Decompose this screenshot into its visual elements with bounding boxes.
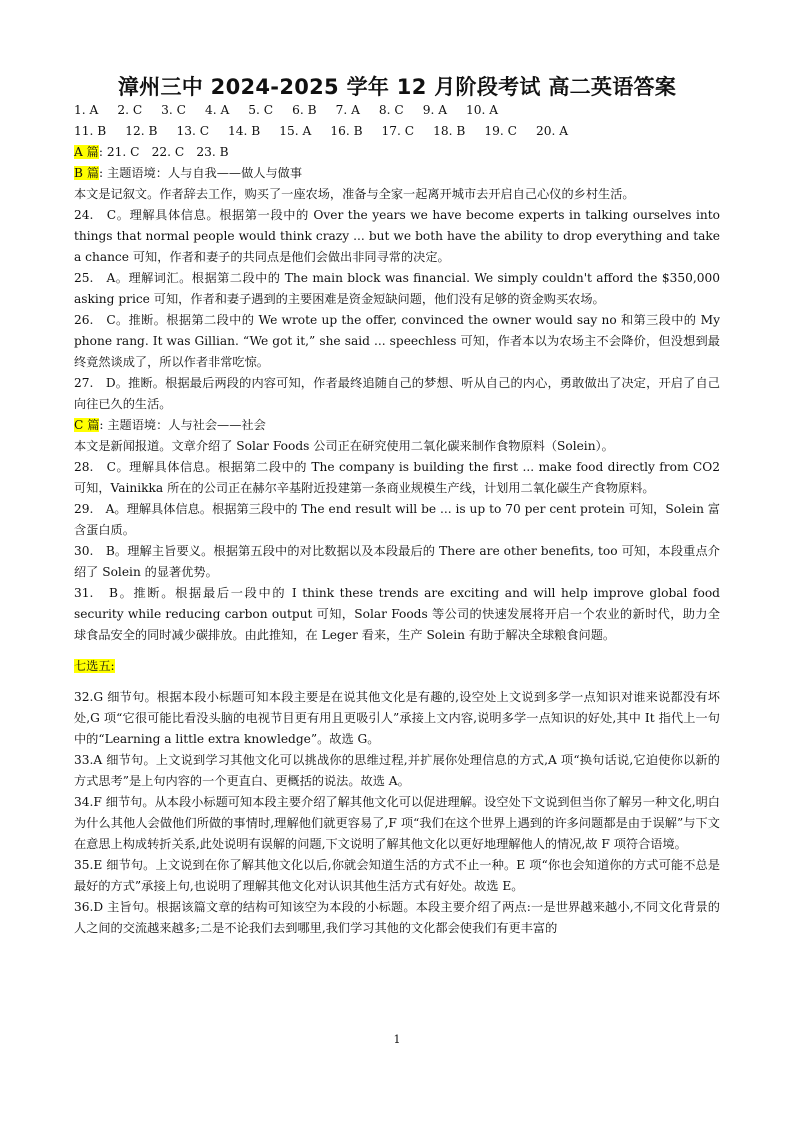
explanation-item: 25. A。理解词汇。根据第二段中的 The main block was financial. We simply couldn't afford the $350,000 asking price 可知，作者和妻子遇到的主要困难是资金短缺问题，他们没有足够的资金购买农场。 [74,271,720,306]
explanation-item: 32.G 细节句。根据本段小标题可知本段主要是在说其他文化是有趣的,设空处上文说到多学一点知识对谁来说都没有坏处,G 项“它很可能比看没头脑的电视节目更有用且更吸引人”承接上文内容,说明多学一点知识的好处,其中 It 指代上一句中的“Learning a little extra knowledge”。故选 G。 [74,690,720,746]
answer-content [74,100,720,939]
page-number: 1 [393,1033,401,1046]
section-b-label: B 篇 [74,166,100,180]
answer-item: 3. C [161,103,186,117]
section-b-theme: : 主题语境：人与自我——做人与做事 [99,166,303,180]
explanation-item: 24. C。理解具体信息。根据第一段中的 Over the years we have become experts in talking ourselves into things that normal people would think crazy ... but we both have the ability to drop everything and take a chance 可知，作者和妻子的共同点是他们会做出非同寻常的决定。 [74,208,720,264]
answer-item: 14. B [228,124,261,138]
answer-item: 11. B [74,124,107,138]
section-c-theme-line [74,415,720,436]
section-b-theme-line [74,163,720,184]
answer-item: 16. B [330,124,363,138]
answer-item: 17. C [381,124,415,138]
section-b-intro: 本文是记叙文。作者辞去工作，购买了一座农场，准备与全家一起离开城市去开启自己心仪的乡村生活。 [74,187,635,201]
answer-item: 10. A [466,103,499,117]
answer-item: 13. C [176,124,210,138]
section-c-theme: : 主题语境：人与社会——社会 [99,418,266,432]
explanation-item: 36.D 主旨句。根据该篇文章的结构可知该空为本段的小标题。本段主要介绍了两点:一是世界越来越小,不同文化背景的人之间的交流越来越多;二是不论我们去到哪里,我们学习其他的文化都会使我们有更丰富的 [74,900,720,935]
explanation-item: 30. B。理解主旨要义。根据第五段中的对比数据以及本段最后的 There are other benefits, too 可知，本段重点介绍了 Solein 的显著优势。 [74,544,720,579]
explanation-item: 34.F 细节句。从本段小标题可知本段主要介绍了解其他文化可以促进理解。设空处下文说到但当你了解另一种文化,明白为什么其他人会做他们所做的事情时,理解他们就更容易了,F 项“我们在这个世界上遇到的许多问题都是由于误解”与下文在意思上构成转折关系,此处说明有误解的问题,下文说明了解其他文化以更好地理解他人的情况,故 F 项符合语境。 [74,795,720,851]
explanation-item: 28. C。理解具体信息。根据第二段中的 The company is building the first ... make food directly from CO2 可知，Vainikka 所在的公司正在赫尔辛基附近投建第一条商业规模生产线，计划用二氧化碳生产食物原料。 [74,460,720,495]
answer-item: 18. B [433,124,466,138]
answer-item: 19. C [484,124,517,138]
answer-item: 2. C [117,103,143,117]
answer-item: 7. A [335,103,360,117]
section-c-label: C 篇 [74,418,100,432]
section-7-label: 七选五: [74,659,115,673]
answer-item: 6. B [292,103,317,117]
answer-item: 5. C [248,103,274,117]
answer-row-1 [74,100,720,121]
answer-row-2 [74,121,720,142]
section-a-label: A 篇 [74,145,99,159]
answer-item: 20. A [535,124,568,138]
explanation-item: 33.A 细节句。上文说到学习其他文化可以挑战你的思维过程,并扩展你处理信息的方式,A 项“换句话说,它迫使你以新的方式思考”是上句内容的一个更直白、更概括的说法。故选 A。 [74,753,720,788]
answer-item: 9. A [422,103,448,117]
explanation-item: 31. B。推断。根据最后一段中的 I think these trends are exciting and will help improve global food security while reducing carbon output 可知，Solar Foods 等公司的快速发展将开启一个农业的新时代，助力全球食品安全的同时减少碳排放。由此推知，在 Leger 看来，生产 Solein 有助于解决全球粮食问题。 [74,586,720,642]
explanation-item: 27. D。推断。根据最后两段的内容可知，作者最终追随自己的梦想、听从自己的内心，勇敢做出了决定，开启了自己向往已久的生活。 [74,376,720,411]
explanation-item: 29. A。理解具体信息。根据第三段中的 The end result will be ... is up to 70 per cent protein 可知，Solein 富含蛋白质。 [74,502,720,537]
section-7-heading-line [74,656,720,677]
answer-item: 12. B [125,124,158,138]
page-title: 漳州三中 2024-2025 学年 12 月阶段考试 高二英语答案 [117,75,677,99]
answer-item: 8. C [378,103,404,117]
answer-item: 1. A [74,103,99,117]
answer-item: 4. A [204,103,230,117]
section-c-intro: 本文是新闻报道。文章介绍了 Solar Foods 公司正在研究使用二氧化碳来制作食物原料（Solein）。 [74,439,614,453]
explanation-item: 26. C。推断。根据第二段中的 We wrote up the offer, convinced the owner would say no 和第三段中的 My phone rang. It was Gillian. “We got it,” she said ... speechless 可知，作者本以为农场主不会降价，但没想到最终竟然谈成了，所以作者非常吃惊。 [74,313,720,369]
answer-item: 15. A [279,124,312,138]
section-a-answers: : 21. C 22. C 23. B [98,145,229,159]
section-a-line [74,142,720,163]
explanation-item: 35.E 细节句。上文说到在你了解其他文化以后,你就会知道生活的方式不止一种。E 项“你也会知道你的方式可能不总是最好的方式”承接上句,也说明了理解其他文化对认识其他生活方式有好处。故选 E。 [74,858,720,893]
